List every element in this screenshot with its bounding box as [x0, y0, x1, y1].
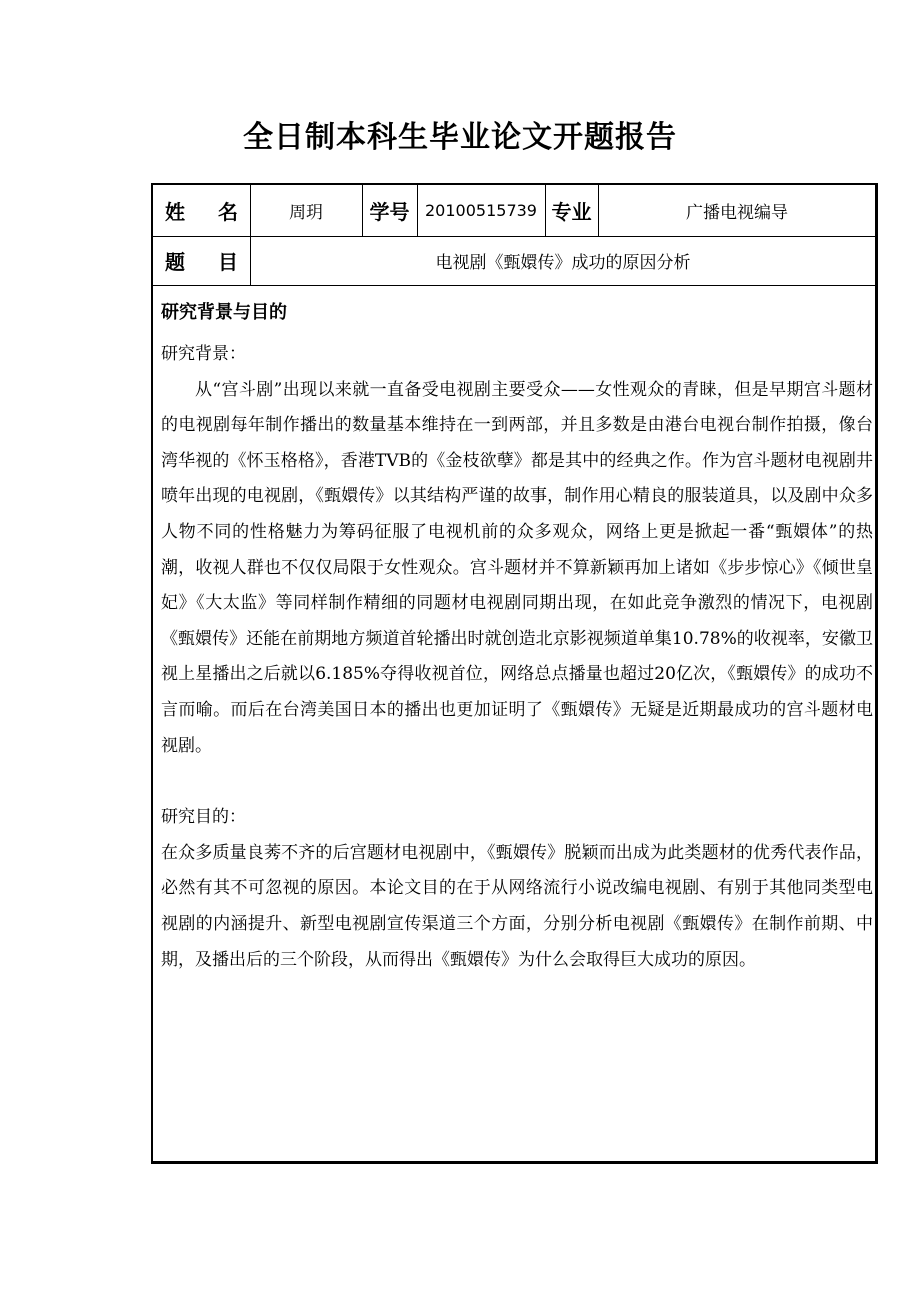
topic-label-char-1: 题: [165, 250, 185, 274]
background-paragraph: 从“宫斗剧”出现以来就一直备受电视剧主要受众——女性观众的青睐，但是早期宫斗题材的电视剧每年制作播出的数量基本维持在一到两部，并且多数是由港台电视台制作拍摄，像台湾华视的《怀玉格格》，香港TVB的《金枝欲孽》都是其中的经典之作。作为宫斗题材电视剧井喷年出现的电视剧，《甄嬛传》以其结构严谨的故事，制作用心精良的服装道具，以及剧中众多人物不同的性格魅力为筹码征服了电视机前的众多观众，网络上更是掀起一番“甄嬛体”的热潮，收视人群也不仅仅局限于女性观众。宫斗题材并不算新颖再加上诸如《步步惊心》《倾世皇妃》《大太监》等同样制作精细的同题材电视剧同期出现，在如此竞争激烈的情况下，电视剧《甄嬛传》还能在前期地方频道首轮播出时就创造北京影视频道单集10.78%的收视率，安徽卫视上星播出之后就以6.185%夺得收视首位，网络总点播量也超过20亿次，《甄嬛传》的成功不言而喻。而后在台湾美国日本的播出也更加证明了《甄嬛传》无疑是近期最成功的宫斗题材电视剧。: [161, 379, 873, 756]
purpose-label: 研究目的：: [161, 807, 246, 828]
topic-label-char-2: 目: [218, 250, 238, 274]
major-value: 广播电视编导: [686, 203, 788, 223]
purpose-paragraph: 在众多质量良莠不齐的后宫题材电视剧中，《甄嬛传》脱颖而出成为此类题材的优秀代表作品，必然有其不可忽视的原因。本论文目的在于从网络流行小说改编电视剧、有别于其他同类型电视剧的内涵提升、新型电视剧宣传渠道三个方面，分别分析电视剧《甄嬛传》在制作前期、中期，及播出后的三个阶段，从而得出《甄嬛传》为什么会取得巨大成功的原因。: [161, 842, 873, 970]
major-label: 专业: [551, 200, 592, 224]
name-label: [153, 185, 250, 236]
section-heading: 研究背景与目的: [161, 302, 287, 323]
topic-value: 电视剧《甄嬛传》成功的原因分析: [435, 253, 691, 273]
name-value: 周玥: [289, 203, 323, 223]
student-id-value: 20100515739: [425, 201, 537, 220]
student-id-label: 学号: [369, 200, 410, 224]
background-label: 研究背景：: [161, 344, 246, 364]
topic-label: [153, 236, 250, 285]
name-label-char-1: 姓: [165, 200, 185, 224]
name-label-char-2: 名: [218, 200, 238, 224]
document-title: 全日制本科生毕业论文开题报告: [243, 120, 677, 155]
proposal-table: [151, 183, 878, 1164]
section-body: [161, 337, 873, 978]
row-divider-2: [153, 285, 875, 286]
